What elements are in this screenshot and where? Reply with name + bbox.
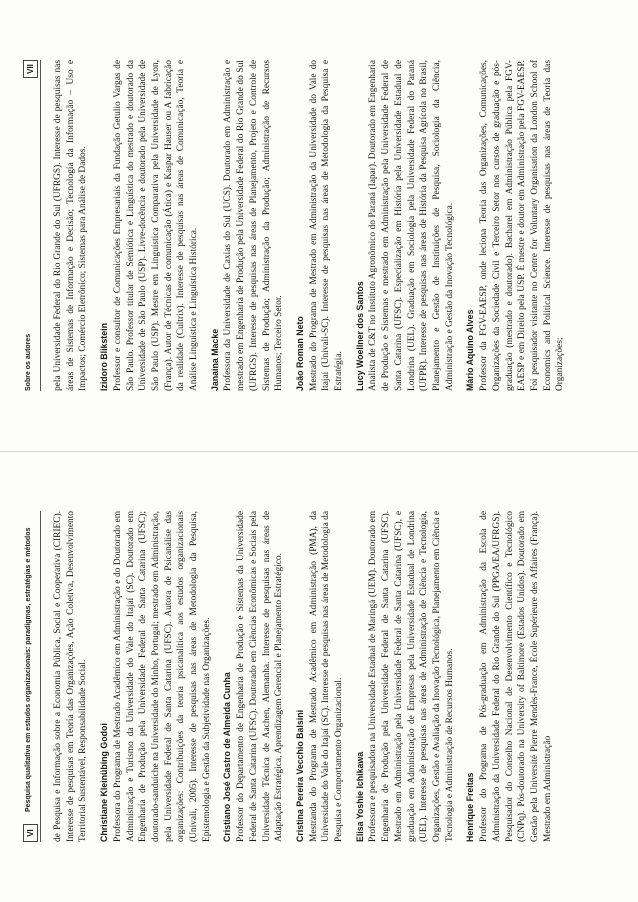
author-bio: Professora do Programa de Mestrado Acadêmico em Administração e do Doutorado em Administração e Turismo da Universidade do Vale do Itajaí (SC). Doutorado em Engenharia de Produção pela Universidade Federal de Santa Catarina (UFSC); doutorado-sanduíche na Universidade do Minho, Portugal; mestrado em Administração, pela Universidade Federal de Santa Catarina (UFSC). Autora de Psicanálise das organizações: Contribuições da teoria psicanalítica aos estudos organizacionais (Univali, 2005). Interesse de pesquisas nas áreas de Metodologia da Pesquisa, Epistemologia e Gestão da Subjetividade nas Organizações. (112, 511, 212, 842)
author-bio: Professora e pesquisadora na Universidade Estadual de Maringá (UEM). Doutorado em Engenharia de Produção pela Universidade Federal de Santa Catarina (UFSC). Mestrado em Administração pela Universidade Federal de Santa Catarina (UFSC), e graduação em Administração de Empresas pela Universidade Estadual de Londrina (UEL). Interesse de pesquisas nas áreas de Administração de Ciência e Tecnologia, Organizações, Gestão e Avaliação da Inovação Tecnológica, Planejamento em Ciência e Tecnologia e Administração de Recursos Humanos. (368, 511, 455, 842)
author-entry (209, 60, 286, 391)
author-bio: Mestranda do Programa de Mestrado Acadêmico em Administração (PMA), da Universidade do Vale do Itajaí (SC). Interesse de pesquisas nas áreas de Metodologia da Pesquisa e Comportamento Organizacional. (308, 511, 345, 842)
author-name: Henrique Freitas (465, 772, 476, 842)
author-entry (98, 60, 201, 391)
author-name: Elisa Yoshie Ichikawa (354, 751, 365, 842)
author-name: Christiane Kleinübing Godoi (99, 723, 110, 842)
author-name: Cristiano José Castro de Almeida Cunha (222, 672, 233, 842)
left-page (0, 451, 638, 902)
author-name: Izidoro Blikstein (99, 323, 110, 391)
author-bio: Professor e consultor de Comunicações Empresariais da Fundação Getulio Vargas de São Paulo. Professor titular de Semiótica e Linguística do mestrado e doutorado da Universidade de São Paulo (USP). Livre-docência e doutorado pela Universidade de São Paulo (USP). Mestre em Linguística Comparativa pela Universidade de Lyon, (França). Autor de Técnicas de comunicação (Ática) e Kaspar Hauser ou A fabricação da realidade (Cultrix). Interesse de pesquisas nas áreas de Comunicação, Teoria e Análise Linguística e Linguística Histórica. (112, 60, 200, 391)
author-entry (294, 60, 346, 391)
author-entry (354, 60, 457, 391)
author-bio: Professor do Programa de Pós-graduação em Administração da Escola de Administração da Universidade Federal do Rio Grande do Sul (PPGA/EA/UFRGS). Pesquisador do Conselho Nacional de Desenvolvimento Científico e Tecnológico (CNPq). Pós-doutorado na University of Baltimore (Estados Unidos). Doutorado em Gestão pela Université Pierre Mendès-France, École Supérieure des Affaires (França). Mestrado em Administração (479, 511, 553, 842)
author-bio: Professora da Universidade de Caxias do Sul (UCS). Doutorado em Administração e mestrado em Engenharia de Produção pela Universidade Federal do Rio Grande do Sul (UFRGS). Interesse de pesquisas nas áreas de Planejamento, Projeto e Controle de Sistemas de Produção; Administração da Produção; Administração de Recursos Humanos; Terceiro Setor. (223, 60, 285, 391)
left-running-head: Pesquisa qualitativa em estudos organizacionais: paradigmas, estratégias e métodos (25, 527, 32, 812)
right-page-header (22, 60, 41, 391)
author-bio: Analista de C&T no Instituto Agronômico do Paraná (Iapar). Doutorado em Engenharia de Produção e Sistemas e mestrado em Administração pela Universidade Federal de Santa Catarina (UFSC). Especialização em História pela Universidade Estadual de Londrina (UEL). Graduação em Sociologia pela Universidade Federal do Paraná (UFPR). Interesse de pesquisas nas áreas de História da Pesquisa Agrícola no Brasil, Planejamento e Gestão de Instituições de Pesquisa, Sociologia da Ciência, Administração e Gestão da Inovação Tecnológica. (368, 60, 455, 391)
author-entry (221, 511, 286, 842)
right-intro (52, 60, 90, 391)
author-entry (464, 511, 554, 842)
right-running-head: Sobre os autores (25, 333, 32, 391)
author-name: Janaina Macke (209, 328, 220, 391)
left-intro (52, 511, 90, 842)
author-bio: Mestrado do Programa de Mestrado em Administração da Universidade do Vale do Itajaí (Univali-SC). Interesse de pesquisas nas áreas de Metodologia da Pesquisa e Estratégia. (308, 60, 345, 391)
left-page-body (52, 511, 562, 842)
page-gutter (0, 451, 638, 452)
author-entry (98, 511, 213, 842)
author-bio: Professor do Departamento de Engenharia de Produção e Sistemas da Universidade Federal de Santa Catarina (UFSC). Doutorado em Ciências Econômicas e Sociais pela Universidade Técnica de Aachen, Alemanha. Interesse de pesquisas nas áreas de Adaptação Estratégica, Aprendizagem Gerencial e Planejamento Estratégico. (236, 511, 285, 842)
author-name: Lucy Woellner dos Santos (354, 281, 365, 391)
author-entry (464, 60, 567, 391)
left-page-header (22, 511, 41, 842)
right-intro-text: pela Universidade Federal do Rio Grande do Sul (UFRGS). Interesse de pesquisas nas áreas de Sistemas de Informação e Decisão; Tecnologia da Informação – Uso e Impactos; Comércio Eletrônico; Sistemas para Análise de Dados. (53, 60, 89, 391)
author-name: João Roman Neto (294, 316, 305, 391)
right-page-body (52, 60, 575, 391)
author-name: Mário Aquino Alves (465, 309, 476, 391)
author-entry (354, 511, 457, 842)
left-intro-text: de Pesquisa e Informação sobre a Economia Pública, Social e Cooperativa (CIRIEC). Interesse de pesquisas em Teoria das Organizações, Ação Coletiva, Desenvolvimento Territorial Sustentável, Responsabilidade Social. (53, 511, 89, 842)
author-name: Cristina Pereira Vecchio Balsini (294, 709, 305, 842)
left-page-number: VI (23, 824, 38, 842)
author-entry (294, 511, 346, 842)
author-bio: Professor da FGV-EAESP, onde leciona Teoria das Organizações, Comunicações, Organizações da Sociedade Civil e Terceiro Setor nos cursos de graduação e pós-graduação (mestrado e doutorado). Bacharel em Administração Pública pela FGV-EAESP e em Direito pela USP. É mestre e doutor em Administração pela FGV-EAESP. Foi pesquisador visitante no Centre for Voluntary Organisation da London School of Economics and Political Science. Interesse de pesquisas nas áreas de Teoria das Organizações; (479, 60, 566, 391)
right-page-number: VII (23, 60, 38, 78)
